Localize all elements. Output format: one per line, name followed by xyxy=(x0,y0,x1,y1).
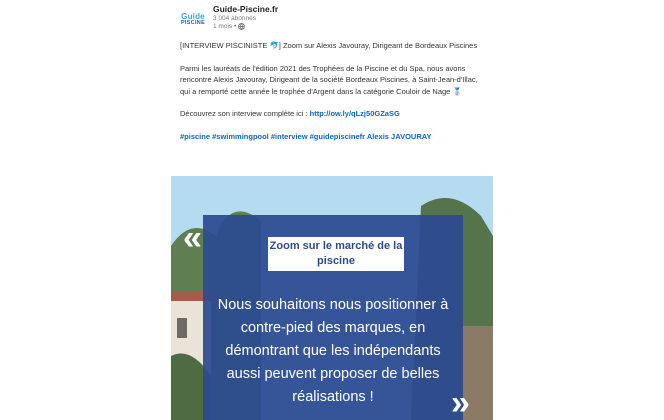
post-header xyxy=(171,4,493,36)
quote-open-icon: « xyxy=(183,219,202,257)
interview-link[interactable]: http://ow.ly/qLzj50GZaSG xyxy=(309,109,400,118)
post-time: 1 mois • xyxy=(213,23,237,30)
logo-text: Guide xyxy=(181,12,205,22)
quote-card xyxy=(203,215,463,420)
company-logo[interactable] xyxy=(180,7,206,33)
author-name[interactable]: Guide-Piscine.fr xyxy=(213,4,279,14)
post-image[interactable] xyxy=(171,176,493,420)
quote-close-icon: » xyxy=(451,384,470,420)
post-paragraph-details: Parmi les lauréats de l'édition 2021 des Trophées de la Piscine et du Spa, nous avons rencontré Alexis Javouray, Dirigeant de la société Bordeaux Piscines, à Saint-Jean-d'Illac, qui a remporté cette année le trophée d'Argent dans la catégorie Couloir de Nage 🥈 xyxy=(180,63,478,96)
logo-subtext: PISCINE xyxy=(180,20,206,27)
post-paragraph-intro: [INTERVIEW PISCINISTE 🐬] Zoom sur Alexis Javouray, Dirigeant de Bordeaux Piscines xyxy=(180,41,478,50)
hashtags[interactable]: #piscine #swimmingpool #interview #guidepiscinefr Alexis JAVOURAY xyxy=(180,131,432,141)
linkedin-post xyxy=(171,0,493,420)
globe-icon xyxy=(238,23,245,30)
author-block xyxy=(213,4,278,30)
link-prefix: Découvrez son interview complète ici : xyxy=(180,109,310,118)
card-title: Zoom sur le marché de la piscine xyxy=(268,237,404,271)
post-paragraph-link xyxy=(180,108,485,120)
post-body xyxy=(180,40,485,153)
post-meta xyxy=(213,23,278,30)
quote-text: Nous souhaitons nous positionner à contre-pied des marques, en démontrant que les indépendants aussi peuvent proposer de belles réalisations ! xyxy=(217,297,449,405)
follower-count: 3 004 abonnés xyxy=(213,15,257,22)
